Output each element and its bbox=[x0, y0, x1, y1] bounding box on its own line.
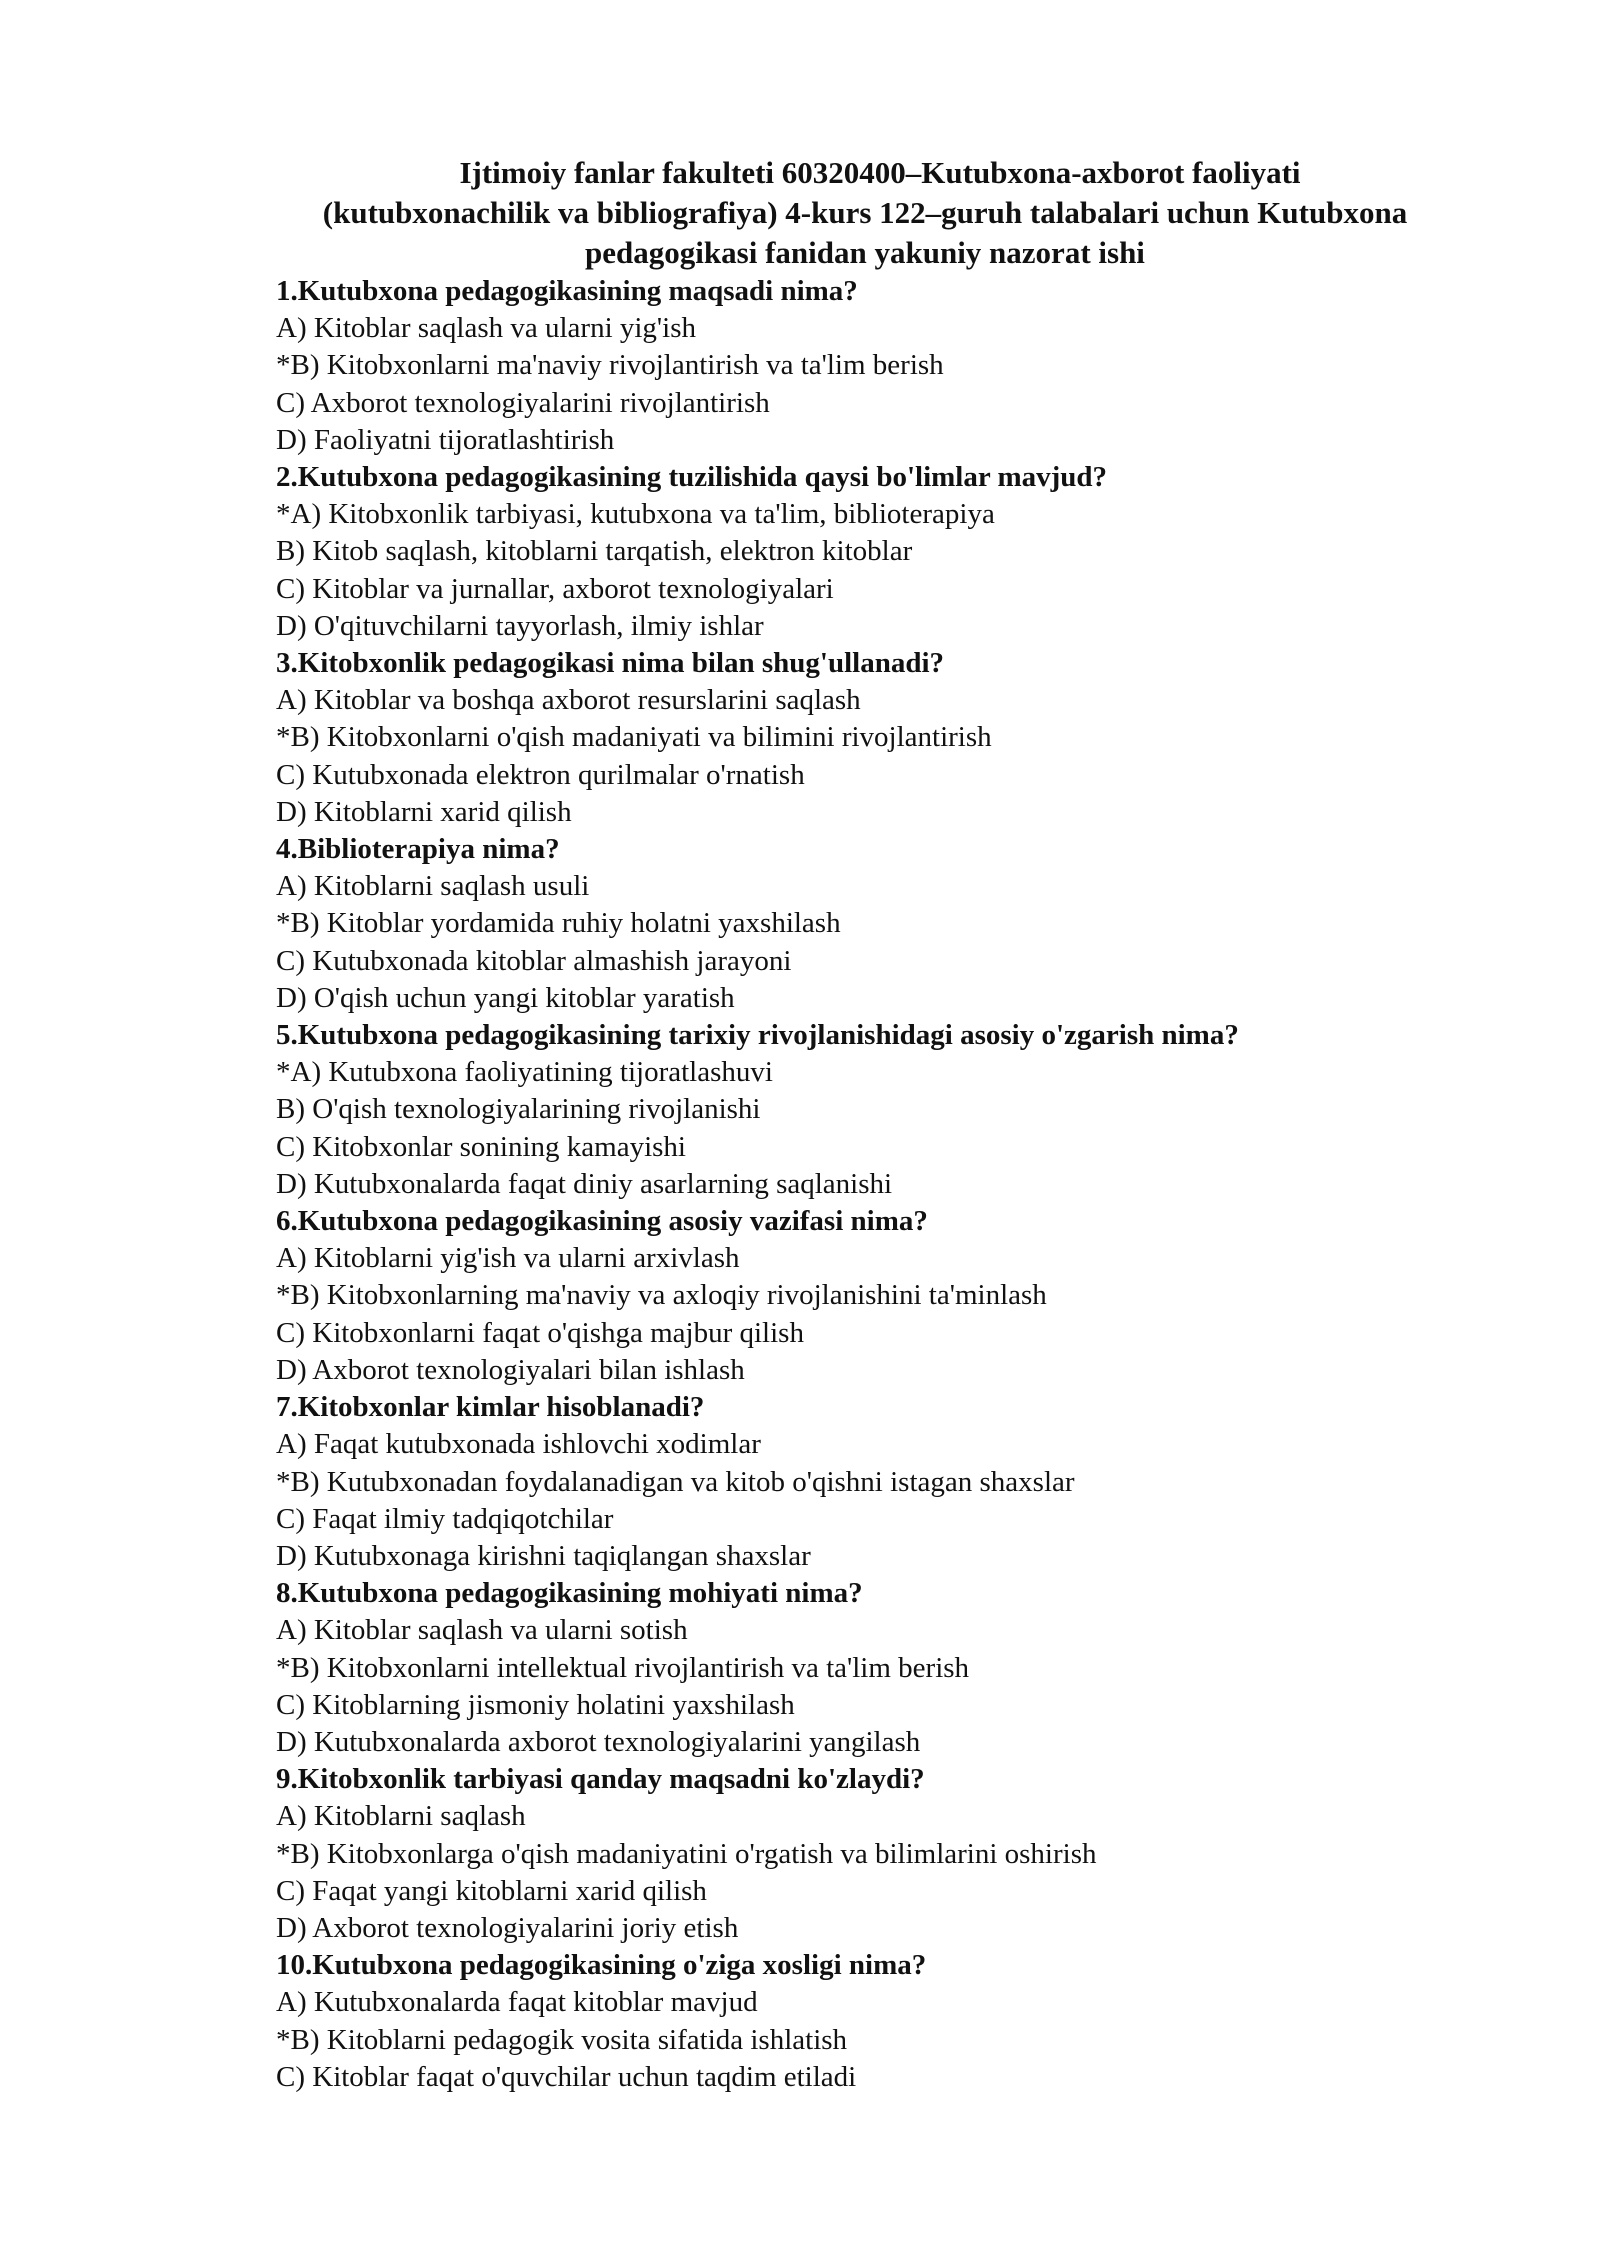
option-c: C) Kitoblar va jurnallar, axborot texnologiyalari bbox=[276, 572, 834, 605]
option-a: A) Kitoblarni yig'ish va ularni arxivlash bbox=[276, 1242, 740, 1275]
option-b: *B) Kitoblarni pedagogik vosita sifatida ishlatish bbox=[276, 2023, 848, 2056]
option-a: A) Kutubxonalarda faqat kitoblar mavjud bbox=[276, 1986, 758, 2019]
option-c: C) Axborot texnologiyalarini rivojlantirish bbox=[276, 386, 770, 419]
question-2 bbox=[276, 459, 1516, 645]
question-title: 9.Kitobxonlik tarbiyasi qanday maqsadni ko'zlaydi? bbox=[276, 1763, 925, 1796]
question-6 bbox=[276, 1203, 1516, 1389]
question-title: 5.Kutubxona pedagogikasining tarixiy rivojlanishidagi asosiy o'zgarish nima? bbox=[276, 1019, 1239, 1052]
option-b: *B) Kutubxonadan foydalanadigan va kitob o'qishni istagan shaxslar bbox=[276, 1465, 1075, 1498]
option-c: C) Faqat ilmiy tadqiqotchilar bbox=[276, 1502, 614, 1535]
option-d: D) Kutubxonaga kirishni taqiqlangan shaxslar bbox=[276, 1539, 811, 1572]
option-c: C) Faqat yangi kitoblarni xarid qilish bbox=[276, 1874, 707, 1907]
question-title: 10.Kutubxona pedagogikasining o'ziga xosligi nima? bbox=[276, 1949, 927, 1982]
option-b: *B) Kitobxonlarni o'qish madaniyati va bilimini rivojlantirish bbox=[276, 721, 992, 754]
option-d: D) Faoliyatni tijoratlashtirish bbox=[276, 423, 615, 456]
option-c: C) Kitobxonlar sonining kamayishi bbox=[276, 1130, 686, 1163]
question-1 bbox=[276, 273, 1516, 459]
question-8 bbox=[276, 1575, 1516, 1761]
option-b: B) Kitob saqlash, kitoblarni tarqatish, elektron kitoblar bbox=[276, 535, 913, 568]
option-b: B) O'qish texnologiyalarining rivojlanishi bbox=[276, 1093, 761, 1126]
option-d: D) Kutubxonalarda faqat diniy asarlarning saqlanishi bbox=[276, 1167, 893, 1200]
option-c: C) Kutubxonada kitoblar almashish jarayoni bbox=[276, 944, 792, 977]
option-a: A) Kitoblar va boshqa axborot resurslarini saqlash bbox=[276, 684, 861, 717]
option-a: A) Faqat kutubxonada ishlovchi xodimlar bbox=[276, 1428, 761, 1461]
option-c: C) Kitoblarning jismoniy holatini yaxshilash bbox=[276, 1688, 795, 1721]
option-a: A) Kitoblarni saqlash bbox=[276, 1800, 526, 1833]
option-a: A) Kitoblar saqlash va ularni yig'ish bbox=[276, 312, 697, 345]
option-a: *A) Kitobxonlik tarbiyasi, kutubxona va ta'lim, biblioterapiya bbox=[276, 498, 995, 531]
question-title: 3.Kitobxonlik pedagogikasi nima bilan shug'ullanadi? bbox=[276, 647, 945, 680]
option-a: A) Kitoblarni saqlash usuli bbox=[276, 870, 590, 903]
option-d: D) O'qituvchilarni tayyorlash, ilmiy ishlar bbox=[276, 609, 764, 642]
document-header bbox=[240, 153, 1490, 273]
option-a: *A) Kutubxona faoliyatining tijoratlashuvi bbox=[276, 1056, 773, 1089]
question-10 bbox=[276, 1947, 1516, 2096]
question-4 bbox=[276, 831, 1516, 1017]
option-b: *B) Kitobxonlarga o'qish madaniyatini o'rgatish va bilimlarini oshirish bbox=[276, 1837, 1097, 1870]
option-b: *B) Kitobxonlarni ma'naviy rivojlantirish va ta'lim berish bbox=[276, 349, 944, 382]
question-7 bbox=[276, 1389, 1516, 1575]
option-c: C) Kutubxonada elektron qurilmalar o'rnatish bbox=[276, 758, 805, 791]
question-5 bbox=[276, 1017, 1516, 1203]
question-title: 6.Kutubxona pedagogikasining asosiy vazifasi nima? bbox=[276, 1205, 928, 1238]
option-c: C) Kitoblar faqat o'quvchilar uchun taqdim etiladi bbox=[276, 2060, 857, 2093]
option-d: D) Kitoblarni xarid qilish bbox=[276, 795, 572, 828]
option-b: *B) Kitobxonlarni intellektual rivojlantirish va ta'lim berish bbox=[276, 1651, 970, 1684]
option-d: D) Axborot texnologiyalarini joriy etish bbox=[276, 1911, 739, 1944]
header-line-1: Ijtimoiy fanlar fakulteti 60320400–Kutubxona-axborot faoliyati bbox=[459, 155, 1301, 190]
question-list bbox=[276, 273, 1516, 2096]
question-title: 4.Biblioterapiya nima? bbox=[276, 833, 560, 866]
option-a: A) Kitoblar saqlash va ularni sotish bbox=[276, 1614, 688, 1647]
option-b: *B) Kitoblar yordamida ruhiy holatni yaxshilash bbox=[276, 907, 841, 940]
option-d: D) Axborot texnologiyalari bilan ishlash bbox=[276, 1353, 745, 1386]
question-title: 8.Kutubxona pedagogikasining mohiyati nima? bbox=[276, 1577, 863, 1610]
question-title: 7.Kitobxonlar kimlar hisoblanadi? bbox=[276, 1391, 705, 1424]
question-3 bbox=[276, 645, 1516, 831]
option-d: D) O'qish uchun yangi kitoblar yaratish bbox=[276, 981, 735, 1014]
question-9 bbox=[276, 1761, 1516, 1947]
option-c: C) Kitobxonlarni faqat o'qishga majbur qilish bbox=[276, 1316, 804, 1349]
option-d: D) Kutubxonalarda axborot texnologiyalarini yangilash bbox=[276, 1725, 921, 1758]
header-line-3: pedagogikasi fanidan yakuniy nazorat ishi bbox=[585, 235, 1145, 270]
question-title: 1.Kutubxona pedagogikasining maqsadi nima? bbox=[276, 275, 858, 307]
question-title: 2.Kutubxona pedagogikasining tuzilishida qaysi bo'limlar mavjud? bbox=[276, 461, 1108, 494]
header-line-2: (kutubxonachilik va bibliografiya) 4-kurs 122–guruh talabalari uchun Kutubxona bbox=[322, 195, 1408, 230]
option-b: *B) Kitobxonlarning ma'naviy va axloqiy rivojlanishini ta'minlash bbox=[276, 1279, 1047, 1312]
